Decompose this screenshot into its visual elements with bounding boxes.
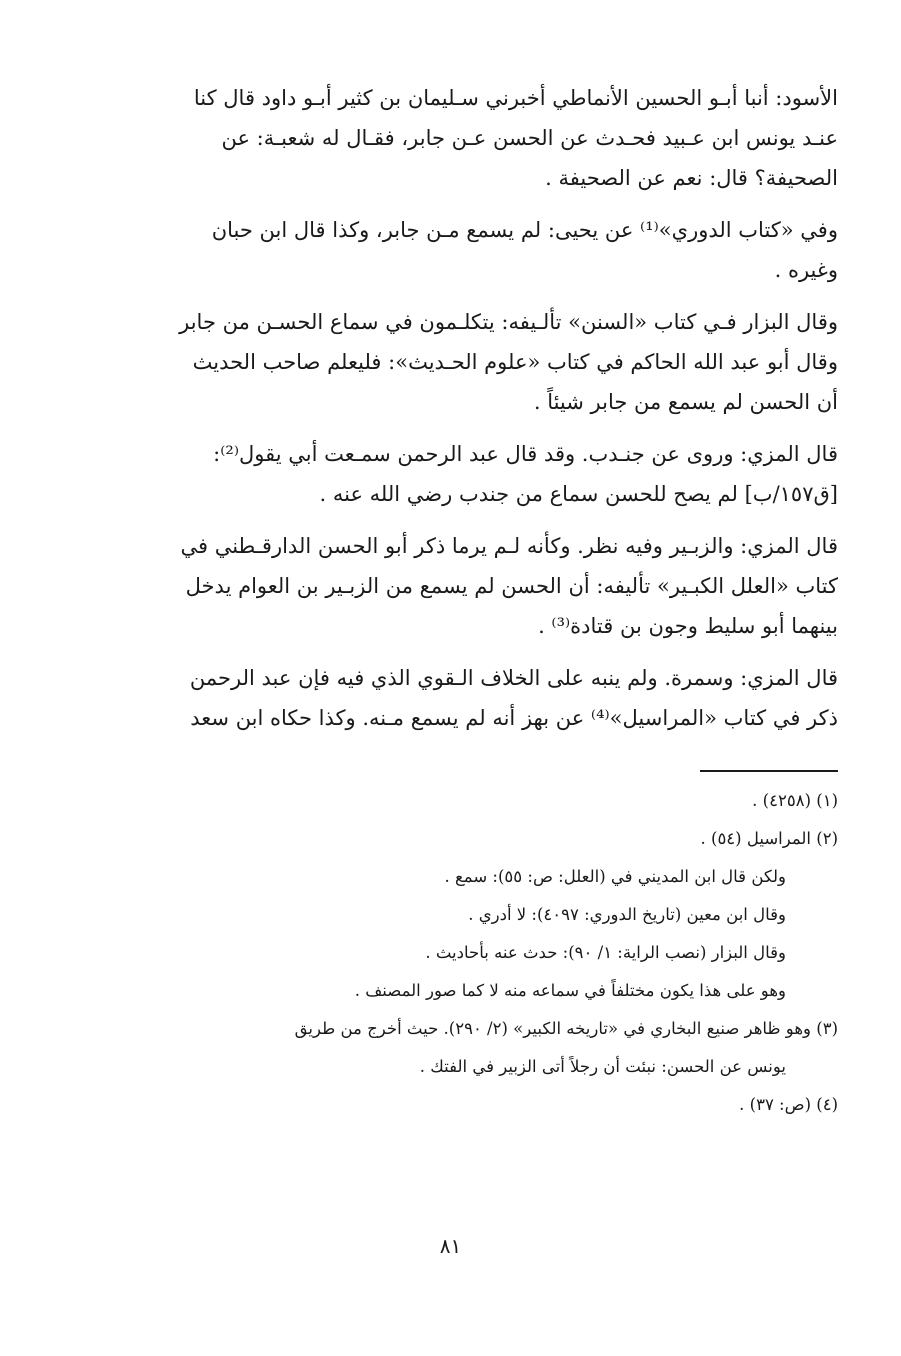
text-line: أن الحسن لم يسمع من جابر شيئاً . (533, 390, 838, 414)
paragraph (128, 210, 838, 290)
text-line: بينهما أبو سليط وجون بن قتادة⁽³⁾ . (538, 614, 838, 638)
text-line: وقال أبو عبد الله الحاكم في كتاب «علوم الحـديث»: فليعلم صاحب الحديث (192, 350, 838, 374)
footnote-line: (٤) (ص: ٣٧) . (739, 1095, 838, 1114)
text-line: وفي «كتاب الدوري»⁽¹⁾ عن يحيى: لم يسمع مـن جابر، وكذا قال ابن حبان (211, 218, 838, 242)
text-line: الأسود: أنبا أبـو الحسين الأنماطي أخبرني سـليمان بن كثير أبـو داود قال كنا (193, 86, 838, 110)
main-text (128, 78, 838, 750)
text-line: وقال البزار فـي كتاب «السنن» تألـيفه: يتكلـمون في سماع الحسـن من جابر (179, 310, 838, 334)
text-line: قال المزي: والزبـير وفيه نظر. وكأنه لـم يرما ذكر أبو الحسن الدارقـطني في (180, 534, 838, 558)
text-line: [ق١٥٧/ب] لم يصح للحسن سماع من جندب رضي الله عنه . (319, 482, 838, 506)
footnote-line: (٣) وهو ظاهر صنيع البخاري في «تاريخه الكبير» (٢/ ٢٩٠). حيث أخرج من طريق (294, 1019, 838, 1038)
text-line: ذكر في كتاب «المراسيل»⁽⁴⁾ عن بهز أنه لم يسمع مـنه. وكذا حكاه ابن سعد (190, 706, 838, 730)
text-line: عنـد يونس ابن عـبيد فحـدث عن الحسن عـن جابر، فقـال له شعبـة: عن (221, 126, 838, 150)
footnotes (128, 782, 838, 1124)
paragraph (128, 434, 838, 514)
footnote-line: وهو على هذا يكون مختلفاً في سماعه منه لا كما صور المصنف . (354, 981, 786, 1000)
text-line: قال المزي: وروى عن جنـدب. وقد قال عبد الرحمن سمـعت أبي يقول⁽²⁾: (213, 442, 838, 466)
page-number: ٨١ (439, 1234, 462, 1258)
text-line: الصحيفة؟ قال: نعم عن الصحيفة . (545, 166, 838, 190)
paragraph (128, 526, 838, 646)
paragraph (128, 658, 838, 738)
footnote-line: (١) (٤٢٥٨) . (752, 791, 838, 810)
paragraph (128, 78, 838, 198)
paragraph (128, 302, 838, 422)
footnote-separator (700, 770, 838, 772)
text-line: قال المزي: وسمرة. ولم ينبه على الخلاف الـقوي الذي فيه فإن عبد الرحمن (189, 666, 838, 690)
footnote-line: يونس عن الحسن: نبئت أن رجلاً أتى الزبير في الفتك . (419, 1057, 786, 1076)
text-line: كتاب «العلل الكبـير» تأليفه: أن الحسن لم يسمع من الزبـير بن العوام يدخل (185, 574, 838, 598)
footnote-line: وقال البزار (نصب الراية: ١/ ٩٠): حدث عنه بأحاديث . (425, 943, 786, 962)
footnote-line: (٢) المراسيل (٥٤) . (700, 829, 838, 848)
footnote-line: ولكن قال ابن المديني في (العلل: ص: ٥٥): سمع . (444, 867, 786, 886)
footnote-line: وقال ابن معين (تاريخ الدوري: ٤٠٩٧): لا أدري . (468, 905, 786, 924)
text-line: وغيره . (774, 258, 838, 282)
